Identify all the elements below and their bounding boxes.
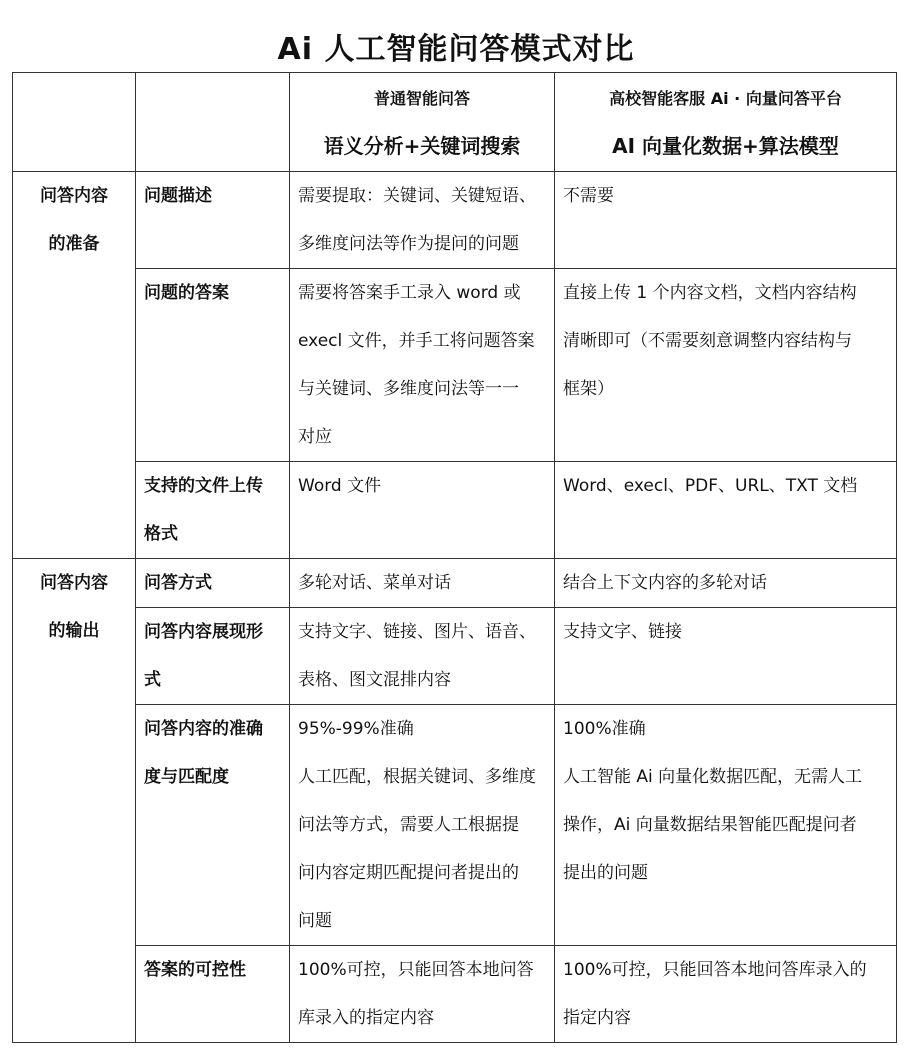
item-label-cell-line: 格式 bbox=[144, 524, 178, 544]
header-normal-qa bbox=[290, 73, 555, 172]
normal-qa-cell bbox=[290, 946, 555, 1043]
ai-qa-cell-line: 直接上传 1 个内容文档，文档内容结构 bbox=[563, 283, 857, 303]
table-row bbox=[13, 172, 897, 269]
ai-qa-cell-line: 指定内容 bbox=[563, 1008, 631, 1028]
ai-qa-cell-line: 100%准确 bbox=[563, 719, 646, 739]
item-label-cell bbox=[136, 608, 290, 705]
normal-qa-cell-line: 多轮对话、菜单对话 bbox=[298, 573, 451, 593]
ai-qa-cell-line: 不需要 bbox=[563, 186, 614, 206]
item-label-cell bbox=[136, 946, 290, 1043]
table-row bbox=[13, 559, 897, 608]
header-empty-cell-2 bbox=[136, 73, 290, 172]
ai-qa-cell bbox=[555, 269, 897, 462]
normal-qa-cell-line: 问题 bbox=[298, 911, 332, 931]
item-label-cell-line: 答案的可控性 bbox=[144, 960, 246, 980]
ai-qa-cell-line: Word、execl、PDF、URL、TXT 文档 bbox=[563, 476, 858, 496]
table-row bbox=[13, 462, 897, 559]
item-label-cell bbox=[136, 269, 290, 462]
item-label-cell-line: 问答内容展现形 bbox=[144, 622, 263, 642]
normal-qa-cell-line: 多维度问法等作为提问的问题 bbox=[298, 234, 519, 254]
ai-qa-cell-line: 框架） bbox=[563, 379, 614, 399]
item-label-cell bbox=[136, 172, 290, 269]
normal-qa-cell bbox=[290, 608, 555, 705]
normal-qa-cell-line: 对应 bbox=[298, 427, 332, 447]
table-row bbox=[13, 946, 897, 1043]
ai-qa-cell-line: 人工智能 Ai 向量化数据匹配，无需人工 bbox=[563, 767, 863, 787]
ai-qa-cell-line: 100%可控，只能回答本地问答库录入的 bbox=[563, 960, 867, 980]
normal-qa-cell-line: 支持文字、链接、图片、语音、 bbox=[298, 622, 536, 642]
header-ai-qa-title: 高校智能客服 Ai · 向量问答平台 bbox=[609, 89, 842, 108]
ai-qa-cell-line: 操作，Ai 向量数据结果智能匹配提问者 bbox=[563, 815, 857, 835]
header-empty-cell-1 bbox=[13, 73, 136, 172]
section-label-cell-line: 的输出 bbox=[48, 621, 100, 641]
normal-qa-cell bbox=[290, 172, 555, 269]
ai-qa-cell bbox=[555, 946, 897, 1043]
section-label-cell-line: 的准备 bbox=[48, 234, 100, 254]
item-label-cell-line: 问答内容的准确 bbox=[144, 719, 263, 739]
item-label-cell-line: 问答方式 bbox=[144, 573, 212, 593]
ai-qa-cell-line: 提出的问题 bbox=[563, 863, 648, 883]
normal-qa-cell bbox=[290, 559, 555, 608]
ai-qa-cell bbox=[555, 705, 897, 946]
normal-qa-cell-line: 库录入的指定内容 bbox=[298, 1008, 434, 1028]
document-title: Ai 人工智能问答模式对比 bbox=[277, 32, 635, 67]
header-ai-qa-method: AI 向量化数据+算法模型 bbox=[612, 134, 839, 158]
header-ai-qa bbox=[555, 73, 897, 172]
table-row bbox=[13, 705, 897, 946]
ai-qa-cell-line: 清晰即可（不需要刻意调整内容结构与 bbox=[563, 331, 852, 351]
normal-qa-cell bbox=[290, 462, 555, 559]
section-label-cell bbox=[13, 559, 136, 1043]
item-label-cell-line: 问题描述 bbox=[144, 186, 212, 206]
ai-qa-cell-line: 结合上下文内容的多轮对话 bbox=[563, 573, 767, 593]
ai-qa-cell-line: 支持文字、链接 bbox=[563, 622, 682, 642]
comparison-table bbox=[12, 72, 897, 1043]
normal-qa-cell-line: 表格、图文混排内容 bbox=[298, 670, 451, 690]
normal-qa-cell-line: execl 文件，并手工将问题答案 bbox=[298, 331, 535, 351]
item-label-cell bbox=[136, 559, 290, 608]
item-label-cell-line: 式 bbox=[144, 670, 161, 690]
item-label-cell-line: 问题的答案 bbox=[144, 283, 229, 303]
table-row bbox=[13, 608, 897, 705]
ai-qa-cell bbox=[555, 172, 897, 269]
normal-qa-cell-line: 人工匹配，根据关键词、多维度 bbox=[298, 767, 536, 787]
normal-qa-cell-line: 100%可控，只能回答本地问答 bbox=[298, 960, 534, 980]
item-label-cell-line: 支持的文件上传 bbox=[144, 476, 263, 496]
normal-qa-cell-line: 需要提取：关键词、关键短语、 bbox=[298, 186, 536, 206]
normal-qa-cell-line: 问法等方式，需要人工根据提 bbox=[298, 815, 519, 835]
item-label-cell-line: 度与匹配度 bbox=[144, 767, 229, 787]
ai-qa-cell bbox=[555, 462, 897, 559]
normal-qa-cell-line: 与关键词、多维度问法等一一 bbox=[298, 379, 519, 399]
table-row bbox=[13, 269, 897, 462]
table-header-row bbox=[13, 73, 897, 172]
item-label-cell bbox=[136, 705, 290, 946]
header-normal-qa-title: 普通智能问答 bbox=[373, 89, 470, 108]
ai-qa-cell bbox=[555, 559, 897, 608]
section-label-cell-line: 问答内容 bbox=[40, 186, 108, 206]
normal-qa-cell bbox=[290, 705, 555, 946]
normal-qa-cell-line: 95%-99%准确 bbox=[298, 719, 414, 739]
normal-qa-cell-line: Word 文件 bbox=[298, 476, 382, 496]
normal-qa-cell bbox=[290, 269, 555, 462]
normal-qa-cell-line: 问内容定期匹配提问者提出的 bbox=[298, 863, 519, 883]
section-label-cell-line: 问答内容 bbox=[40, 573, 108, 593]
header-normal-qa-method: 语义分析+关键词搜索 bbox=[323, 134, 521, 158]
normal-qa-cell-line: 需要将答案手工录入 word 或 bbox=[298, 283, 521, 303]
section-label-cell bbox=[13, 172, 136, 559]
ai-qa-cell bbox=[555, 608, 897, 705]
item-label-cell bbox=[136, 462, 290, 559]
